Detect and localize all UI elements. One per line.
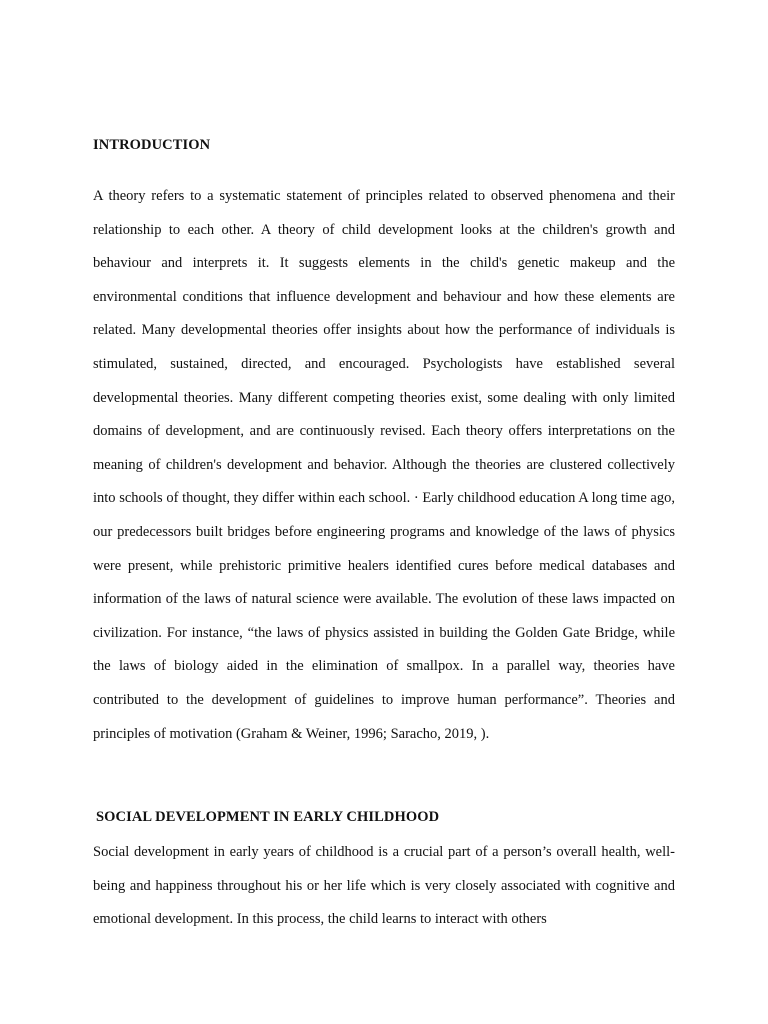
section-heading-social-development: SOCIAL DEVELOPMENT IN EARLY CHILDHOOD xyxy=(96,809,440,825)
section-heading-introduction: INTRODUCTION xyxy=(93,137,211,153)
section-body-introduction: A theory refers to a systematic statement of principles related to observed phenomena and their relationship to each other. A theory of child development looks at the children's growth and behaviour and interprets it. It suggests elements in the child's genetic makeup and the environmental conditions that influence development and behaviour and how these elements are related. Many developmental theories offer insights about how the performance of individuals is stimulated, sustained, directed, and encouraged. Psychologists have established several developmental theories. Many different competing theories exist, some dealing with only limited domains of development, and are continuously revised. Each theory offers interpretations on the meaning of children's development and behavior. Although the theories are clustered collectively into schools of thought, they differ within each school. · Early childhood education A long time ago, our predecessors built bridges before engineering programs and knowledge of the laws of physics were present, while prehistoric primitive healers identified cures before medical databases and information of the laws of natural science were available. The evolution of these laws impacted on civilization. For instance, “the laws of physics assisted in building the Golden Gate Bridge, while the laws of biology aided in the elimination of smallpox. In a parallel way, theories have contributed to the development of guidelines to improve human performance”. Theories and principles of motivation (Graham & Weiner, 1996; Saracho, 2019, ). xyxy=(93,188,675,742)
section-body-social-development: Social development in early years of childhood is a crucial part of a person’s overall health, well-being and happiness throughout his or her life which is very closely associated with cognitive and emotional development. In this process, the child learns to interact with others xyxy=(93,844,675,928)
